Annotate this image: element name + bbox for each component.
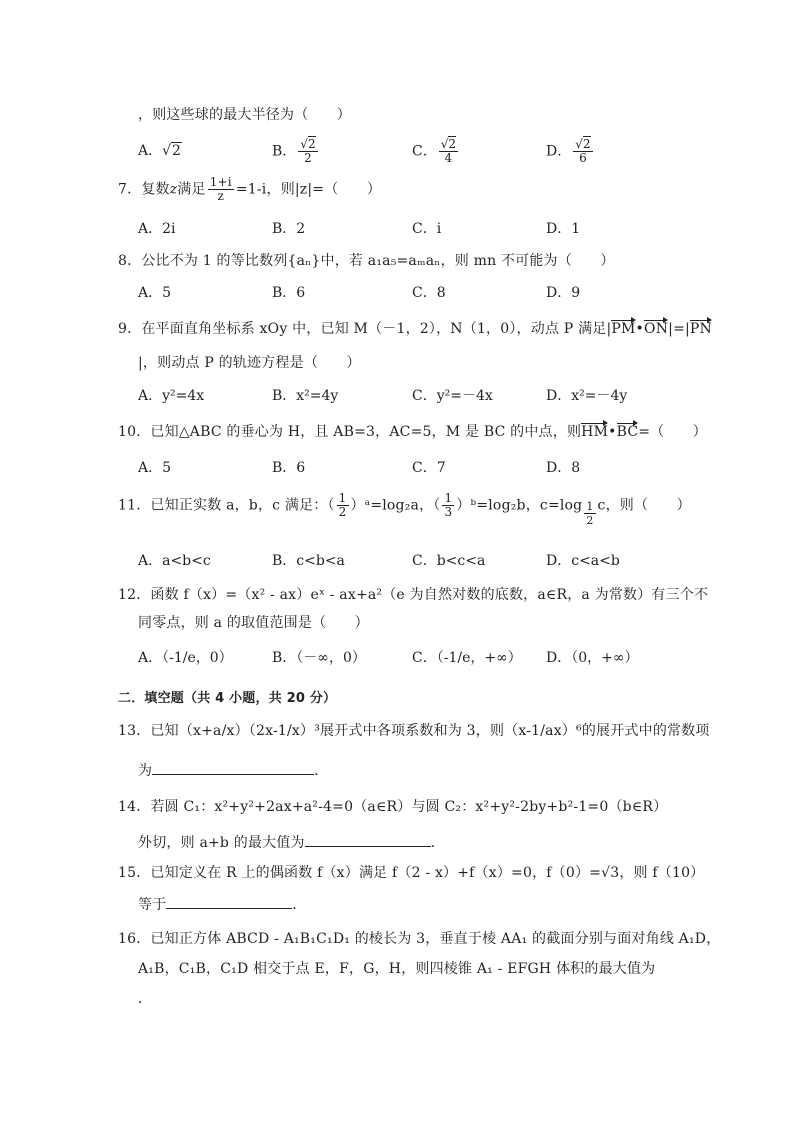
q10-option-b: B．6 bbox=[272, 460, 306, 476]
q12-option-d: D．（0，+∞） bbox=[546, 650, 639, 666]
q16-stem-line1: 16．已知正方体 ABCD - A₁B₁C₁D₁ 的棱长为 3，垂直于棱 AA₁ 的截面分别与面对角线 A₁D， bbox=[118, 931, 721, 947]
vector-pn: PN bbox=[689, 321, 712, 337]
q12-stem-line1: 12．函数 f（x）=（x² - ax）eˣ - ax+a²（e 为自然对数的底数，a∈R，a 为常数）有三个不 bbox=[118, 587, 709, 603]
q15-stem-line2: 等于 ． bbox=[138, 897, 307, 913]
q7-option-b: B．2 bbox=[272, 221, 306, 237]
q13-stem-line1: 13．已知（x+a/x）（2x-1/x）³展开式中各项系数和为 3，则（x-1/ax）⁶的展开式中的常数项 bbox=[118, 723, 710, 739]
q11-option-c: C．b<c<a bbox=[412, 553, 486, 569]
q9-stem-line1: 9．在平面直角坐标系 xOy 中，已知 M（－1，2），N（1，0），动点 P 满足|PM•ON|=|PN bbox=[118, 321, 712, 337]
q12-option-c: C．（-1/e，+∞） bbox=[412, 650, 522, 666]
q13-stem-line2: 为 ． bbox=[138, 763, 329, 779]
q11-stem: 11．已知正实数 a，b，c 满足：（ $\frac{1}{2}$ ）ᵃ=log₂a，（ $\frac{1}{3}$ ）ᵇ=log₂b，c=log $\frac{1}{2}$ c，则（ ） bbox=[118, 491, 691, 527]
q16-stem-line3: ． bbox=[138, 991, 153, 1007]
q9-stem-line2: |，则动点 P 的轨迹方程是（ ） bbox=[138, 355, 361, 371]
q13-answer-blank[interactable] bbox=[152, 762, 314, 775]
q9-option-b: B．x²=4y bbox=[272, 388, 339, 404]
vector-hm: HM bbox=[581, 424, 609, 440]
q6-options bbox=[138, 138, 698, 174]
vector-pm: PM bbox=[611, 321, 636, 337]
q14-stem-line1: 14．若圆 C₁：x²+y²+2ax+a²-4=0（a∈R）与圆 C₂：x²+y²-2by+b²-1=0（b∈R） bbox=[118, 799, 668, 815]
q15-answer-blank[interactable] bbox=[166, 896, 292, 909]
q8-stem: 8．公比不为 1 的等比数列{aₙ}中，若 a₁a₅=aₘaₙ，则 mn 不可能为（ ） bbox=[118, 253, 615, 269]
q16-stem-line2: A₁B，C₁B，C₁D 相交于点 E，F，G，H，则四棱锥 A₁ - EFGH 体积的最大值为 bbox=[138, 961, 656, 977]
q10-option-d: D．8 bbox=[546, 460, 581, 476]
q11-option-b: B．c<b<a bbox=[272, 553, 345, 569]
q6-option-d: D． $\frac{√2}{6}$ bbox=[546, 137, 591, 165]
q9-option-d: D．x²=－4y bbox=[546, 388, 628, 404]
q8-option-d: D．9 bbox=[546, 285, 581, 301]
q10-option-c: C．7 bbox=[412, 460, 446, 476]
q9-option-a: A．y²=4x bbox=[138, 388, 205, 404]
q7-option-c: C．i bbox=[412, 221, 442, 237]
q7-stem: 7．复数z满足 $\frac{1+i}{z}$ =1-i，则|z|=（ ） bbox=[118, 175, 382, 203]
q14-stem-line2: 外切，则 a+b 的最大值为 ． bbox=[138, 835, 445, 851]
q8-option-a: A．5 bbox=[138, 285, 172, 301]
q12-option-b: B．（－∞，0） bbox=[272, 650, 366, 666]
q11-option-d: D．c<a<b bbox=[546, 553, 620, 569]
q8-option-b: B．6 bbox=[272, 285, 306, 301]
q12-stem-line2: 同零点，则 a 的取值范围是（ ） bbox=[138, 615, 369, 631]
q6-option-c: C． $\frac{√2}{4}$ bbox=[412, 137, 457, 165]
q14-answer-blank[interactable] bbox=[305, 834, 431, 847]
q6-text: ，则这些球的最大半径为（ ） bbox=[138, 107, 351, 123]
vector-bc: BC bbox=[616, 424, 639, 440]
q7-option-a: A．2i bbox=[138, 221, 176, 237]
q11-option-a: A．a<b<c bbox=[138, 553, 211, 569]
q6-option-b: B． $\frac{√2}{2}$ bbox=[272, 137, 316, 165]
q15-stem-line1: 15．已知定义在 R 上的偶函数 f（x）满足 f（2 - x）+f（x）=0，f（0）=√3，则 f（10） bbox=[118, 865, 705, 881]
q10-stem: 10．已知△ABC 的垂心为 H，且 AB=3，AC=5，M 是 BC 的中点，则HM•BC=（ ） bbox=[118, 424, 707, 440]
q7-option-d: D．1 bbox=[546, 221, 581, 237]
q8-option-c: C．8 bbox=[412, 285, 446, 301]
q12-option-a: A．（-1/e，0） bbox=[138, 650, 233, 666]
vector-on: ON bbox=[644, 321, 669, 337]
q10-option-a: A．5 bbox=[138, 460, 172, 476]
q6-option-a: A．√2 bbox=[138, 143, 181, 159]
q9-option-c: C．y²=－4x bbox=[412, 388, 493, 404]
section-header-fill-in: 二．填空题（共 4 小题，共 20 分） bbox=[118, 691, 337, 706]
